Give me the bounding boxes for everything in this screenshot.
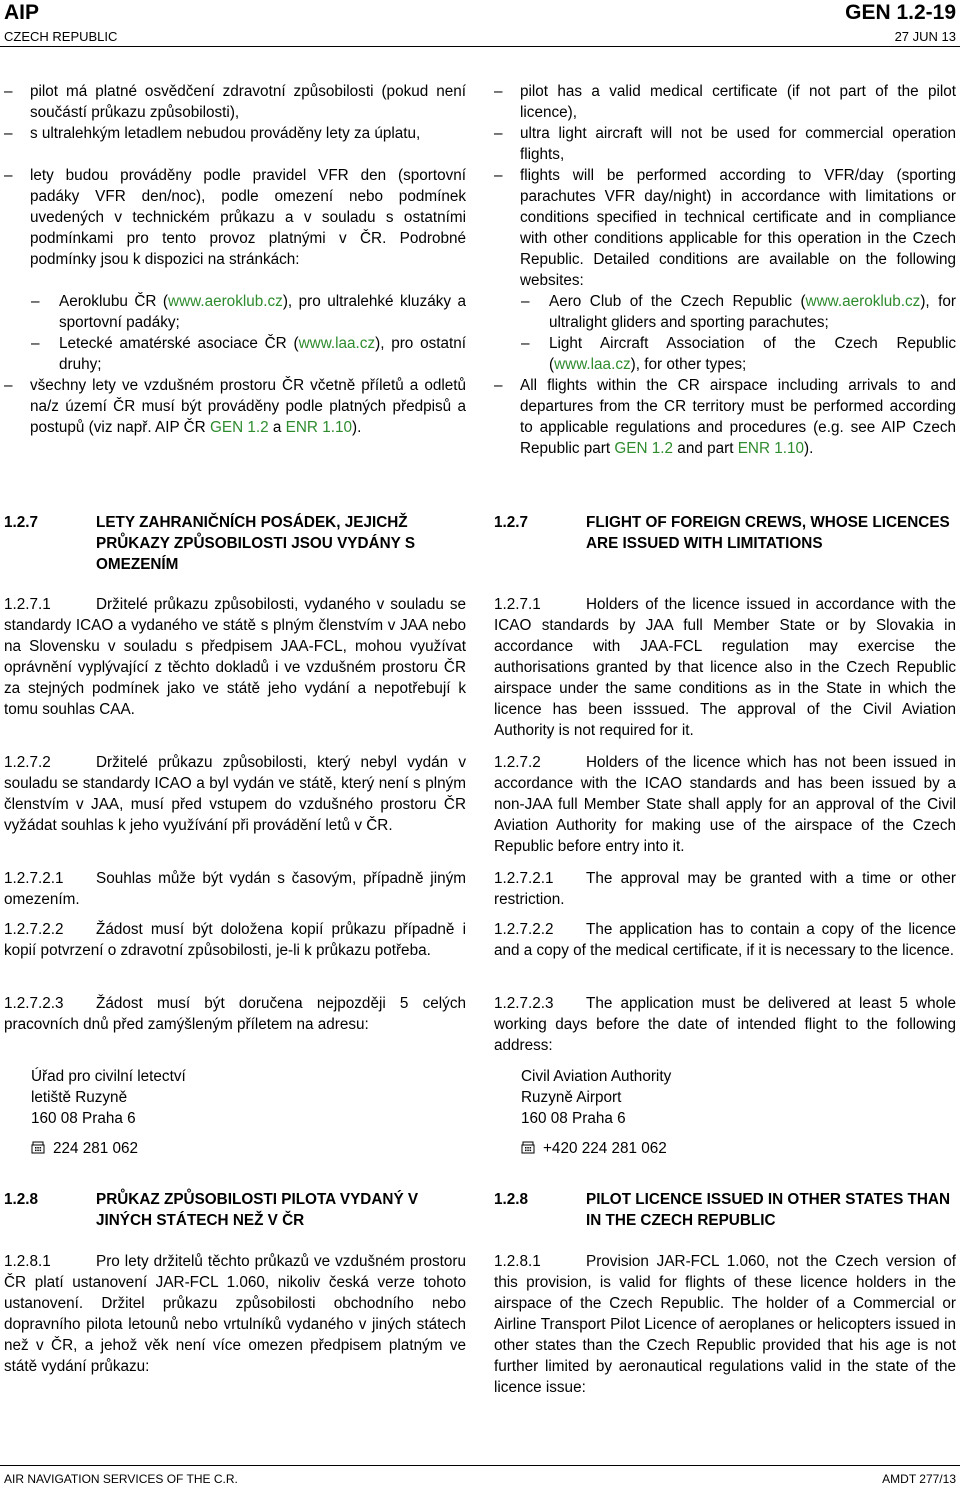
telephone-icon — [31, 1140, 45, 1154]
gen-1-2-link[interactable]: GEN 1.2 — [209, 419, 269, 436]
address-line: 160 08 Praha 6 — [521, 1110, 626, 1127]
paragraph: 1.2.7.2.1 The approval may be granted with a time or other restriction. — [494, 870, 956, 908]
paragraph: 1.2.7.2 Držitelé průkazu způsobilosti, který nebyl vydán v souladu se standardy ICAO a byl vydán ve státě, který není s plným členstvím v JAA, musí před vstupem do vzdušného prostoru ČR vyžádat souhlas k jeho využívání při provádění letů v ČR. — [4, 754, 466, 834]
section-number: 1.2.8 — [494, 1191, 529, 1208]
sub-list-item: – Aeroklubu ČR (www.aeroklub.cz), pro ultralehké kluzáky a sportovní padáky; — [31, 293, 467, 331]
enr-1-10-link[interactable]: ENR 1.10 — [285, 419, 352, 436]
gen-1-2-link[interactable]: GEN 1.2 — [614, 440, 674, 457]
page-header-right — [845, 2, 956, 46]
list-item: – pilot má platné osvědčení zdravotní způsobilosti (pokud není součástí průkazu způsobilosti), — [4, 83, 466, 121]
list-item: – všechny lety ve vzdušném prostoru ČR včetně příletů a odletů na/z území ČR musí být prováděny podle platných předpisů a postupů (viz např. AIP ČR GEN 1.2 a ENR 1.10). — [4, 377, 466, 436]
left-top-list — [4, 81, 466, 438]
paragraph: 1.2.8.1 Provision JAR-FCL 1.060, not the Czech version of this provision, is valid for flights of these licence holders in the airspace of the Czech Republic. The holder of a Commercial or Airline Transport Pilot Licence of aeroplanes or helicopters issued in other states than the Czech Republic provided that his age is not further limited by aeronautical regulations valid in the state of the licence issue: — [494, 1253, 956, 1396]
aeroklub-link[interactable]: www.aeroklub.cz — [168, 293, 283, 310]
section-title: PRŮKAZ ZPŮSOBILOSTI PILOTA VYDANÝ V JINÝCH STÁTECH NEŽ V ČR — [96, 1191, 419, 1229]
list-item: – pilot has a valid medical certificate (if not part of the pilot licence), — [494, 83, 956, 121]
aeroklub-link[interactable]: www.aeroklub.cz — [805, 293, 921, 310]
section-number: 1.2.8 — [4, 1191, 39, 1208]
section-number: 1.2.7 — [4, 514, 39, 531]
paragraph: 1.2.7.2.3 The application must be delivered at least 5 whole working days before the date of intended flight to the following address: — [494, 995, 956, 1054]
address-line: 160 08 Praha 6 — [31, 1110, 136, 1127]
paragraph: 1.2.7.2.3 Žádost musí být doručena nejpozději 5 celých pracovních dnů před zamýšleným příletem na adresu: — [4, 995, 466, 1033]
paragraph: 1.2.7.2.2 The application has to contain a copy of the licence and a copy of the medical certificate, if it is necessary to the licence. — [494, 921, 956, 959]
list-item: – flights will be performed according to VFR/day (sporting parachutes VFR day/night) in accordance with limitations or conditions specified in technical certificate and in compliance with other conditions applicable for this operation in the Czech Republic. Detailed conditions are available on the following websites: — [494, 167, 956, 289]
address-line: Ruzyně Airport — [521, 1089, 622, 1106]
list-item: – ultra light aircraft will not be used for commercial operation flights, — [494, 125, 956, 163]
phone-line — [521, 1138, 671, 1159]
laa-link[interactable]: www.laa.cz — [298, 335, 376, 352]
section-title: LETY ZAHRANIČNÍCH POSÁDEK, JEJICHŽ PRŮKAZY ZPŮSOBILOSTI JSOU VYDÁNY S OMEZENÍM — [96, 514, 416, 573]
paragraph: 1.2.7.2.1 Souhlas může být vydán s časovým, případně jiným omezením. — [4, 870, 466, 908]
address-line: Úřad pro civilní letectví — [31, 1068, 186, 1085]
section-title: FLIGHT OF FOREIGN CREWS, WHOSE LICENCES ARE ISSUED WITH LIMITATIONS — [586, 514, 950, 552]
list-item: – All flights within the CR airspace including arrivals to and departures from the CR territory must be performed according to applicable regulations and procedures (e.g. see AIP Czech Republic part GEN 1.2 and part ENR 1.10). — [494, 377, 956, 457]
telephone-icon — [521, 1140, 535, 1154]
sub-list-item: – Aero Club of the Czech Republic (www.aeroklub.cz), for ultralight gliders and sporting parachutes; — [521, 293, 956, 331]
country-name: CZECH REPUBLIC — [4, 29, 118, 44]
paragraph: 1.2.7.1 Holders of the licence issued in accordance with the ICAO standards by JAA full Member State or by Slovakia in accordance with JAA-FCL regulation may exercise the authorisations granted by that licence also in the Czech Republic airspace under the same conditions as in the State in which the licence has been isssued. The approval of the Civil Aviation Authority is not required for it. — [494, 596, 956, 739]
footer-publisher: AIR NAVIGATION SERVICES OF THE C.R. — [4, 1472, 238, 1486]
laa-link[interactable]: www.laa.cz — [554, 356, 631, 373]
footer-divider — [0, 1465, 960, 1466]
sub-list-item: – Light Aircraft Association of the Czech Republic (www.laa.cz), for other types; — [521, 335, 956, 373]
phone-number: +420 224 281 062 — [543, 1140, 667, 1157]
address-block-en — [521, 1066, 671, 1159]
enr-1-10-link[interactable]: ENR 1.10 — [737, 440, 805, 457]
header-divider — [0, 46, 960, 47]
paragraph: 1.2.7.2.2 Žádost musí být doložena kopií průkazu případně i kopií potvrzení o zdravotní způsobilosti, je-li k průkazu potřeba. — [4, 921, 466, 959]
phone-number: 224 281 062 — [53, 1140, 139, 1157]
paragraph: 1.2.7.1 Držitelé průkazu způsobilosti, vydaného v souladu se standardy ICAO a vydaného ve státě s plným členstvím v JAA nebo na Slovensku v souladu s předpisem JAA-FCL, mohou využívat oprávnění vyplývající z těchto dokladů i ve vzdušném prostoru ČR za stejných podmínek jako ve státě jeho vydání a nepotřebují k tomu souhlas CAA. — [4, 596, 466, 718]
address-block-cz — [31, 1066, 186, 1159]
page-number: GEN 1.2-19 — [845, 1, 956, 24]
list-item: – lety budou prováděny podle pravidel VFR den (sportovní padáky VFR den/noc), podle omezení nebo podmínek uvedených v technickém průkazu a v souladu s ostatními podmínkami pro tento provoz platnými v ČR. Podrobné podmínky jsou k dispozici na stránkách: — [4, 167, 466, 268]
section-title: PILOT LICENCE ISSUED IN OTHER STATES THAN IN THE CZECH REPUBLIC — [586, 1191, 951, 1229]
address-line: Civil Aviation Authority — [521, 1068, 672, 1085]
paragraph: 1.2.7.2 Holders of the licence which has not been issued in accordance with the ICAO standards and has been issued by a non-JAA full Member State shall apply for an approval of the Civil Aviation Authority for making use of the airspace of the Czech Republic before entry into it. — [494, 754, 956, 855]
page-header-left — [4, 2, 117, 46]
publication-title: AIP — [4, 1, 40, 24]
phone-line — [31, 1138, 186, 1159]
right-top-list — [494, 81, 956, 459]
footer-amendment: AMDT 277/13 — [882, 1472, 956, 1486]
address-line: letiště Ruzyně — [31, 1089, 128, 1106]
sub-list-item: – Letecké amatérské asociace ČR (www.laa.cz), pro ostatní druhy; — [31, 335, 466, 373]
list-item: – s ultralehkým letadlem nebudou prováděny lety za úplatu, — [4, 125, 421, 142]
section-number: 1.2.7 — [494, 514, 529, 531]
paragraph: 1.2.8.1 Pro lety držitelů těchto průkazů ve vzdušném prostoru ČR platí ustanovení JAR-FCL 1.060, nikoliv česká verze tohoto ustanovení. Držitel průkazu způsobilosti obchodního nebo dopravního pilota letounů nebo vrtulníků vydaného v jiných státech než v ČR, a jehož věk není více omezen předpisem platným ve státě vydání průkazu: — [4, 1253, 466, 1375]
effective-date: 27 JUN 13 — [894, 29, 956, 44]
